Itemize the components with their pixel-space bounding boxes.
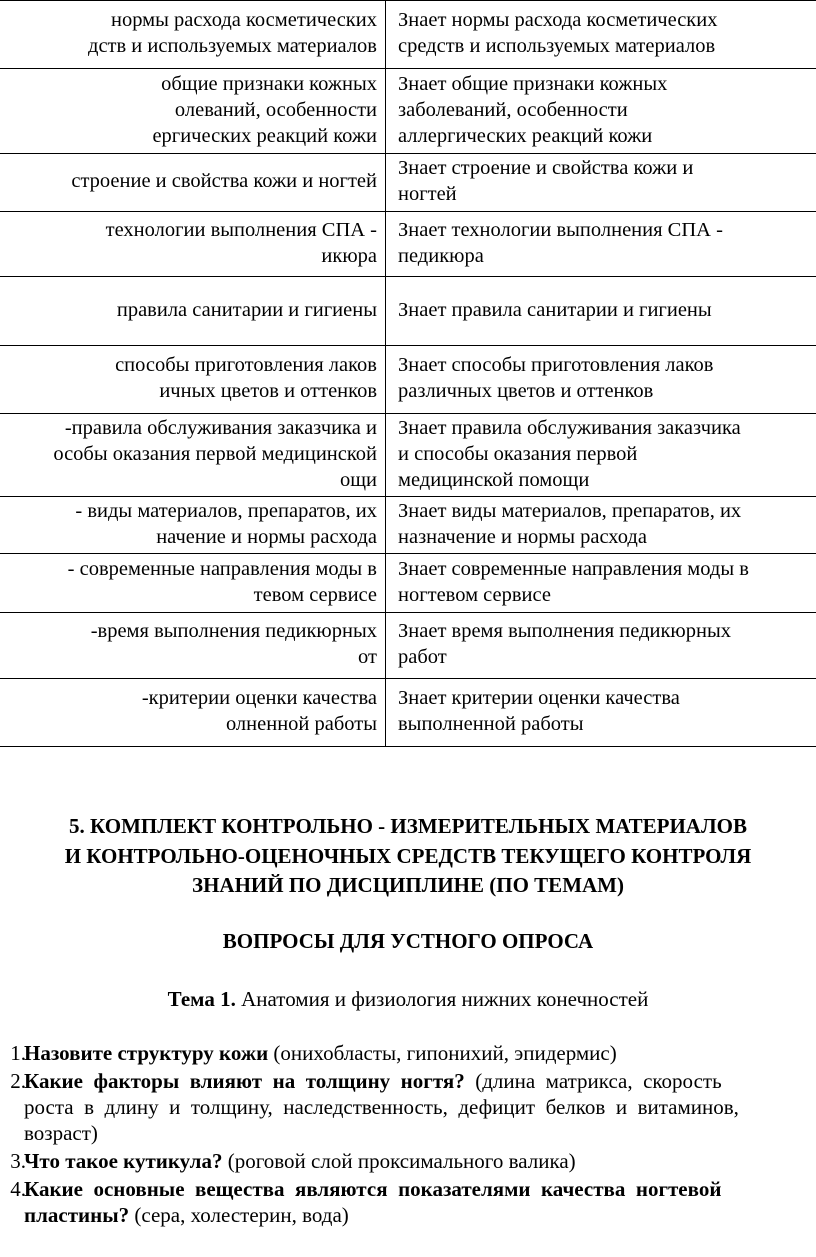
cell-text-line: Знает правила санитарии и гигиены: [398, 299, 712, 321]
result-cell: [386, 68, 816, 153]
cell-text-line: медицинской помощи: [398, 469, 590, 491]
cell-text-line: икюра: [321, 245, 377, 267]
cell-text-line: технологии выполнения СПА -: [105, 219, 377, 241]
table-row-divider: [0, 345, 816, 346]
cell-text-line: -правила обслуживания заказчика и: [64, 417, 377, 439]
question-text-line: [24, 1120, 98, 1146]
table-row-divider: [0, 612, 816, 613]
cell-text-line: ергических реакций кожи: [152, 125, 377, 147]
cell-text-line: - виды материалов, препаратов, их: [75, 500, 377, 522]
table-row-divider: [0, 413, 816, 414]
cell-text-line: -критерии оценки качества: [141, 687, 377, 709]
cell-text-line: назначение и нормы расхода: [398, 526, 647, 548]
cell-text-line: Знает способы приготовления лаков: [398, 354, 714, 376]
cell-text-line: Знает строение и свойства кожи и: [398, 157, 694, 179]
question-answer-text: возраст): [24, 1121, 98, 1145]
question-item: [0, 1176, 816, 1228]
table-row: [0, 553, 816, 612]
requirement-cell: [0, 0, 385, 68]
table-column-divider: [385, 0, 386, 747]
question-number: 2.: [10, 1069, 26, 1093]
table-row-divider: [0, 553, 816, 554]
question-answer-text: (онихобласты, гипонихий, эпидермис): [268, 1041, 617, 1065]
requirement-cell: [0, 553, 385, 612]
cell-text-line: олненной работы: [225, 713, 377, 735]
table-row: [0, 68, 816, 153]
question-text-line: [24, 1068, 722, 1094]
cell-text-line: Знает критерии оценки качества: [398, 687, 680, 709]
cell-text-line: выполненной работы: [398, 713, 584, 735]
cell-text-line: ногтевом сервисе: [398, 584, 551, 606]
cell-text-line: Знает время выполнения педикюрных: [398, 620, 731, 642]
requirement-cell: [0, 211, 385, 276]
cell-text-line: работ: [398, 646, 447, 668]
table-row: [0, 413, 816, 496]
table-row: [0, 496, 816, 553]
oral-questions-heading: ВОПРОСЫ ДЛЯ УСТНОГО ОПРОСА: [222, 929, 594, 953]
cell-text-line: Знает виды материалов, препаратов, их: [398, 500, 742, 522]
cell-text-line: Знает современные направления моды в: [398, 558, 749, 580]
table-row-divider: [0, 68, 816, 69]
result-cell: [386, 553, 816, 612]
question-text-line: [24, 1148, 576, 1174]
requirement-cell: [0, 678, 385, 746]
cell-text-line: ощи: [339, 469, 377, 491]
question-text-line: [24, 1040, 617, 1066]
cell-text-line: различных цветов и оттенков: [398, 380, 654, 402]
question-bold-text: Какие основные вещества являются показателями качества ногтевой: [24, 1177, 722, 1201]
cell-text-line: заболеваний, особенности: [398, 99, 628, 121]
table-row-divider: [0, 0, 816, 1]
requirement-cell: [0, 612, 385, 678]
question-bold-text: Что такое кутикула?: [24, 1149, 223, 1173]
cell-text-line: начение и нормы расхода: [156, 526, 377, 548]
requirement-cell: [0, 153, 385, 211]
question-answer-text: (сера, холестерин, вода): [129, 1203, 349, 1227]
question-text-line: [24, 1202, 349, 1228]
cell-text-line: аллергических реакций кожи: [398, 125, 653, 147]
table-row-divider: [0, 211, 816, 212]
result-cell: [386, 276, 816, 345]
cell-text-line: ногтей: [398, 183, 457, 205]
question-number: 3.: [10, 1149, 26, 1173]
cell-text-line: особы оказания первой медицинской: [53, 443, 377, 465]
cell-text-line: педикюра: [398, 245, 484, 267]
cell-text-line: дств и используемых материалов: [88, 35, 377, 57]
table-row-divider: [0, 678, 816, 679]
cell-text-line: средств и используемых материалов: [398, 35, 716, 57]
cell-text-line: Знает общие признаки кожных: [398, 73, 668, 95]
cell-text-line: Знает нормы расхода косметических: [398, 9, 718, 31]
question-bold-text: Назовите структуру кожи: [24, 1041, 269, 1065]
requirement-cell: [0, 345, 385, 413]
result-cell: [386, 153, 816, 211]
cell-text-line: и способы оказания первой: [398, 443, 638, 465]
question-number: 1.: [10, 1041, 26, 1065]
requirement-cell: [0, 68, 385, 153]
table-row: [0, 0, 816, 68]
question-bold-text: Какие факторы влияют на толщину ногтя?: [24, 1069, 465, 1093]
cell-text-line: строение и свойства кожи и ногтей: [71, 170, 377, 192]
result-cell: [386, 413, 816, 496]
table-row: [0, 345, 816, 413]
result-cell: [386, 678, 816, 746]
question-item: [0, 1148, 816, 1174]
table-row-divider: [0, 746, 816, 747]
cell-text-line: Знает правила обслуживания заказчика: [398, 417, 741, 439]
cell-text-line: от: [358, 646, 377, 668]
table-row: [0, 276, 816, 345]
question-item: [0, 1040, 816, 1066]
question-number: 4.: [10, 1177, 26, 1201]
question-answer-text: роста в длину и толщину, наследственность, дефицит белков и витаминов,: [24, 1095, 739, 1119]
requirement-cell: [0, 496, 385, 553]
question-text-line: [24, 1176, 721, 1202]
cell-text-line: нормы расхода косметических: [111, 9, 377, 31]
table-row-divider: [0, 276, 816, 277]
requirement-cell: [0, 276, 385, 345]
result-cell: [386, 345, 816, 413]
cell-text-line: тевом сервисе: [253, 584, 377, 606]
table-row: [0, 678, 816, 746]
table-row-divider: [0, 496, 816, 497]
cell-text-line: правила санитарии и гигиены: [116, 299, 377, 321]
question-item: [0, 1068, 816, 1146]
section-heading-line: ЗНАНИЙ ПО ДИСЦИПЛИНЕ (ПО ТЕМАМ): [191, 873, 624, 897]
topic-title: Анатомия и физиология нижних конечностей: [241, 987, 649, 1011]
section-heading-line: 5. КОМПЛЕКТ КОНТРОЛЬНО - ИЗМЕРИТЕЛЬНЫХ МАТЕРИАЛОВ: [69, 814, 747, 838]
table-row: [0, 612, 816, 678]
cell-text-line: способы приготовления лаков: [115, 354, 377, 376]
result-cell: [386, 0, 816, 68]
result-cell: [386, 612, 816, 678]
section-heading-line: И КОНТРОЛЬНО-ОЦЕНОЧНЫХ СРЕДСТВ ТЕКУЩЕГО КОНТРОЛЯ: [64, 844, 752, 868]
cell-text-line: общие признаки кожных: [161, 73, 377, 95]
cell-text-line: - современные направления моды в: [67, 558, 377, 580]
cell-text-line: ичных цветов и оттенков: [159, 380, 377, 402]
topic-line: [0, 986, 816, 1013]
cell-text-line: -время выполнения педикюрных: [90, 620, 377, 642]
result-cell: [386, 496, 816, 553]
table-row: [0, 211, 816, 276]
question-answer-text: (длина матрикса, скорость: [464, 1069, 722, 1093]
requirement-cell: [0, 413, 385, 496]
question-bold-text: пластины?: [24, 1203, 130, 1227]
table-row: [0, 153, 816, 211]
question-answer-text: (роговой слой проксимального валика): [222, 1149, 576, 1173]
topic-label: Тема 1.: [167, 987, 236, 1011]
table-row-divider: [0, 153, 816, 154]
cell-text-line: Знает технологии выполнения СПА -: [398, 219, 723, 241]
result-cell: [386, 211, 816, 276]
cell-text-line: олеваний, особенности: [174, 99, 377, 121]
question-text-line: [24, 1094, 739, 1120]
